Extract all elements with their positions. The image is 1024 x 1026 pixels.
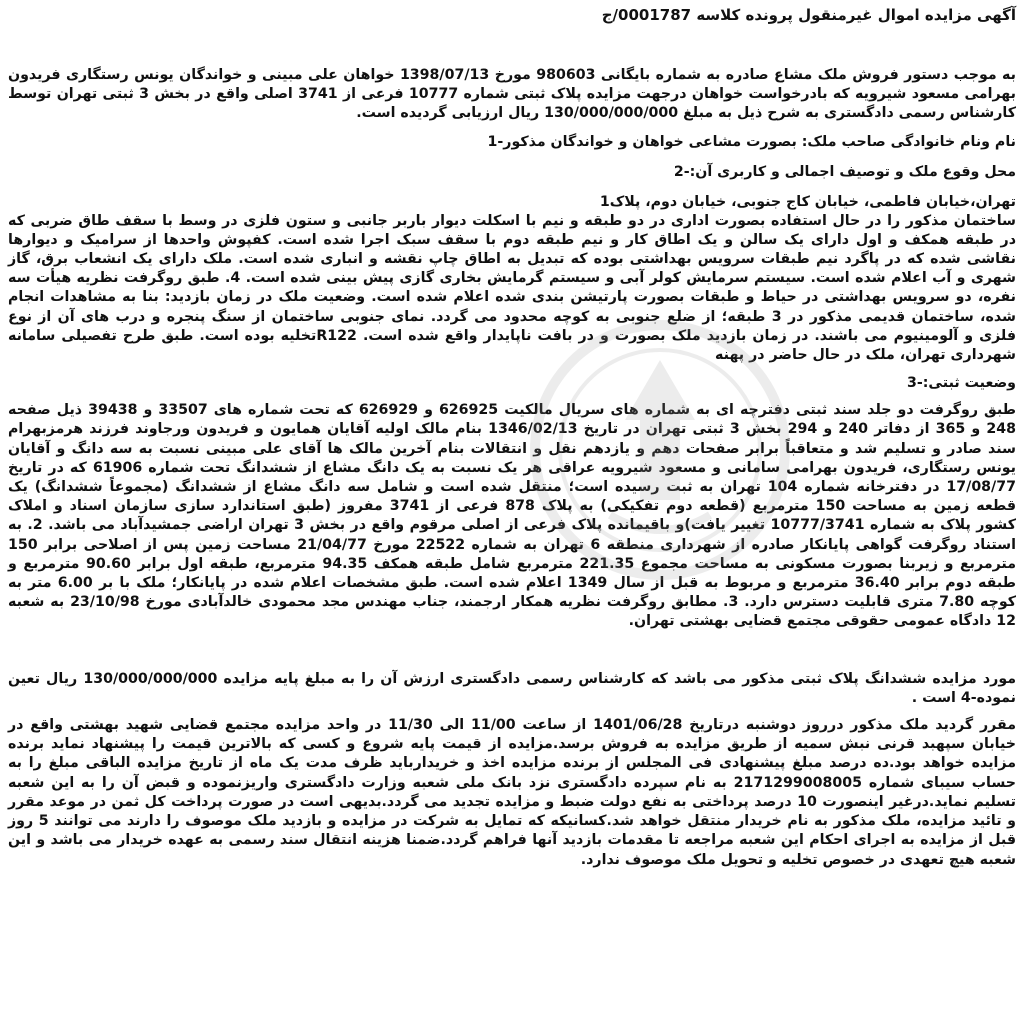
property-description: ساختمان مذکور را در حال استفاده بصورت اداری در دو طبقه و نیم با اسکلت دیوار باربر جانبی و ستون فلزی در وسط با سقف طاق ضربی که در طبقه همکف و اول دارای یک سالن و یک اطاق کار و نیم طبقه دوم با سقف سبک اجرا شده است. کفپوش واحدها از سرامیک و دیوارها نقاشی شده که در پاگرد نیم طبقات سرویس بهداشتی بوده که تبدیل به اطاق چاپ نقشه و انباری شده است. ملک دارای یک انشعاب برق، گاز شهری و آب اعلام شده است. سیستم سرمایش کولر آبی و سیستم گرمایش بخاری گازی پیش بینی شده است. 4. طبق روگرفت نظریه هیأت سه نفره، دو سرویس بهداشتی در حیاط و طبقات بصورت پارتیشن بندی شده اعلام شده است. وضعیت ملک در زمان بازدید: بنا به مشاهدات انجام شده، ساختمان قدیمی مذکور در 3 طبقه؛ از ضلع جنوبی به کوچه محدود می گردد. نمای جنوبی ساختمان از سنگ پنجره و درب های آن از نوع فلزی و آلومینیوم می باشند. در زمان بازدید ملک بصورت و در بافت ناپایدار واقع شده است. R122تخلیه بوده است. طبق طرح تفصیلی سامانه شهرداری تهران، ملک در حال حاضر در پهنه xyxy=(8,212,1017,364)
property-address: تهران،خیابان فاطمی، خیابان کاج جنوبی، خیابان دوم، پلاک1 xyxy=(599,193,1016,210)
base-price-paragraph: مورد مزایده ششدانگ پلاک ثبتی مذکور می باشد که کارشناس رسمی دادگستری ارزش آن را به مبلغ پایه مزایده 130/000/000/000 ریال تعین نموده-4 است . xyxy=(8,670,1017,706)
owner-section: نام ونام خانوادگی صاحب ملک: بصورت مشاعی خواهان و خواندگان مذکور-1 xyxy=(487,133,1016,150)
auction-terms-paragraph: مقرر گردید ملک مذکور درروز دوشنبه درتاریخ 1401/06/28 از ساعت 11/00 الی 11/30 در واحد مزایده مجتمع قضایی شهید بهشتی واقع در خیابان سپهبد قرنی نبش سمیه از طریق مزایده به فروش برسد.مزایده از قیمت پایه شروع و کسی که بالاترین قیمت را پیشنهاد نماید برنده مزایده خواهد بود.ده درصد مبلغ پیشنهادی فی المجلس از برنده مزایده اخذ و خریداربايد ظرف مدت یک ماه از تاریخ مزایده الباقی مبلغ را به حساب سیبای شماره 2171299008005 به نام سپرده دادگستری نزد بانک ملی شعبه وزارت دادگستری واریزنموده و قبض آن را به این شعبه تسلیم نماید.درغیر اینصورت 10 درصد پرداختی به نفع دولت ضبط و مزایده تجدید می گردد.بدیهی است در صورت پرداخت کل ثمن در موعد مقرر و تائید مزایده، ملک مذکور به نام خریدار منتقل خواهد شد.کسانیکه که تمایل به شرکت در مزایده و بازدید ملک موصوف را دارند می توانند 5 روز قبل از مزایده به اجرای احکام این شعبه مراجعه تا مقدمات بازدید آنها فراهم گردد.ضمنا هزینه انتقال سند رسمی به عهده خریدار می باشد و این شعبه هیچ تعهدی در خصوص تخلیه و تحویل ملک موصوف ندارد. xyxy=(8,717,1017,868)
intro-paragraph: به موجب دستور فروش ملک مشاع صادره به شماره بایگانی 980603 مورخ 1398/07/13 خواهان علی مبینی و خواندگان یونس رستگاری فریدون بهرامی مسعود شیرویه که بادرخواست خواهان درجهت مزایده پلاک ثبتی شماره 10777 فرعی از 3741 اصلی واقع در بخش 3 ثبتی تهران توسط کارشناس رسمی دادگستری به شرح ذیل به مبلغ 130/000/000/000 ریال ارزیابی گردیده است. xyxy=(8,67,1016,122)
registry-heading: وضعیت ثبتی:-3 xyxy=(907,375,1016,392)
announcement-title: آگهی مزایده اموال غیرمنقول پرونده کلاسه 0001787/ج xyxy=(601,6,1016,24)
registry-paragraph: طبق روگرفت دو جلد سند ثبتی دفترچه ای به شماره های سریال مالکیت 626925 و 626929 که تحت شماره های 33507 و 39438 ذیل صفحه 248 و 365 از دفاتر 240 و 294 بخش 3 ثبتی تهران در تاریخ 1346/02/13 بنام مالک اولیه آقایان همایون و فریدون ورجاوند فرزند هرمزبهرام سند صادر و تسلیم شد و متعاقباً برابر صفحات دهم و یازدهم نقل و انتقالات بنام آخرین مالک ها آقای علی مبینی نسبت به سه دانگ و آقایان یونس رستگاری، فریدون بهرامی سامانی و مسعود شیرویه عراقی هر یک نسبت به یک دانگ مشاع از ششدانگ تحت شماره 61906 که در تاریخ 17/08/77 در دفترخانه شماره 104 تهران به ثبت رسیده است؛ منتقل شده است و شامل سه دانگ مشاع از ششدانگ (مجموعاً ششدانگ) یک قطعه زمین به مساحت 150 مترمربع (قطعه دوم تفکیکی) به پلاک 878 فرعی از 3741 مفروز (طبق استاندارد سازی سازمان اسناد و املاک کشور پلاک به شماره 10777/3741 تغییر یافت)و باقیمانده پلاک فرعی از اصلی مرقوم واقع در بخش 3 تهران اراضی جمشیدآباد می باشد. 2. به استناد روگرفت گواهی پایانکار صادره از شهرداری منطقه 6 تهران به شماره 22522 مورخ 21/04/77 مساحت زمین پس از اصلاحی برابر 150 مترمربع و زیربنا بصورت مسکونی به مساحت مجموع 221.35 مترمربع شامل طبقه همکف 94.35 مترمربع، طبقه اول برابر 90.60 مترمربع و طبقه دوم برابر 36.40 مترمربع و مربوط به قبل از سال 1349 اعلام شده است. طبق مشخصات اعلام شده در پایانکار؛ ملک با بر 6.00 متر به کوچه 7.80 متری قابلیت دسترس دارد. 3. مطابق روگرفت نظریه همکار ارجمند، جناب مهندس مجد محمودی خالدآبادی مورخ 23/10/98 به شعبه 12 دادگاه عمومی حقوقی مجتمع قضایی بهشتی تهران. xyxy=(8,402,1017,630)
location-heading: محل وقوع ملک و توصیف اجمالی و کاربری آن:-2 xyxy=(673,163,1016,180)
